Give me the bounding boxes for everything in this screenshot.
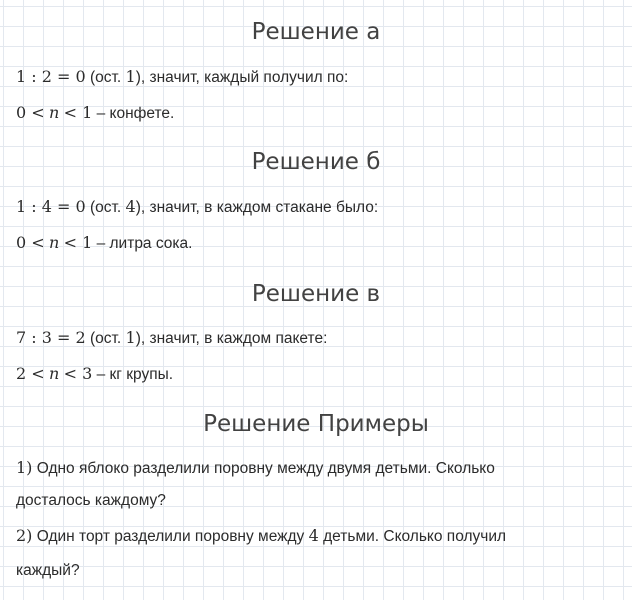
section-b-inequality-line	[16, 233, 616, 254]
conclusion-text: ), значит, в каждом пакете:	[135, 330, 328, 347]
section-c-heading: Решение в	[251, 281, 381, 307]
inequality-unit-text: – кг крупы.	[92, 366, 174, 383]
example-text-end: детьми. Сколько получил	[318, 528, 507, 545]
conclusion-text: ), значит, каждый получил по:	[135, 69, 349, 86]
remainder-prefix: (ост.	[85, 199, 126, 216]
remainder-prefix: (ост.	[85, 330, 126, 347]
example-number: 1)	[16, 458, 33, 477]
inequality-variable: n	[48, 233, 60, 252]
inequality-right: < 3	[63, 364, 93, 383]
inequality-left: 2 <	[16, 364, 45, 383]
section-c-division-line	[16, 328, 616, 349]
example-2-line-1	[16, 526, 616, 547]
example-1-line-2: досталось каждому?	[16, 492, 166, 509]
inequality-unit-text: – литра сока.	[92, 235, 193, 252]
inequality-variable: n	[48, 364, 60, 383]
example-2-line-2: каждый?	[16, 562, 80, 579]
remainder-prefix: (ост.	[85, 69, 126, 86]
conclusion-text: ), значит, в каждом стакане было:	[135, 199, 379, 216]
section-c-inequality-line	[16, 364, 616, 385]
division-expression: 1 : 2 = 0	[16, 67, 86, 86]
inequality-left: 0 <	[16, 103, 45, 122]
inequality-right: < 1	[63, 233, 93, 252]
section-b-division-line	[16, 197, 616, 218]
section-a-heading: Решение а	[251, 19, 381, 45]
example-number: 2)	[16, 526, 33, 545]
remainder-value: 1	[125, 328, 136, 347]
inequality-unit-text: – конфете.	[92, 105, 175, 122]
remainder-value: 4	[125, 197, 136, 216]
section-a-division-line	[16, 67, 616, 88]
section-examples-heading: Решение Примеры	[203, 411, 429, 437]
example-1-line-1	[16, 458, 616, 479]
inequality-right: < 1	[63, 103, 93, 122]
example-text: Одно яблоко разделили поровну между двумя детьми. Сколько	[32, 460, 495, 477]
section-a-inequality-line	[16, 103, 616, 124]
inequality-left: 0 <	[16, 233, 45, 252]
section-b-heading: Решение б	[251, 149, 381, 175]
division-expression: 7 : 3 = 2	[16, 328, 86, 347]
inequality-variable: n	[48, 103, 60, 122]
remainder-value: 1	[125, 67, 136, 86]
division-expression: 1 : 4 = 0	[16, 197, 86, 216]
example-text-start: Один торт разделили поровну между	[32, 528, 309, 545]
example-count: 4	[308, 526, 319, 545]
